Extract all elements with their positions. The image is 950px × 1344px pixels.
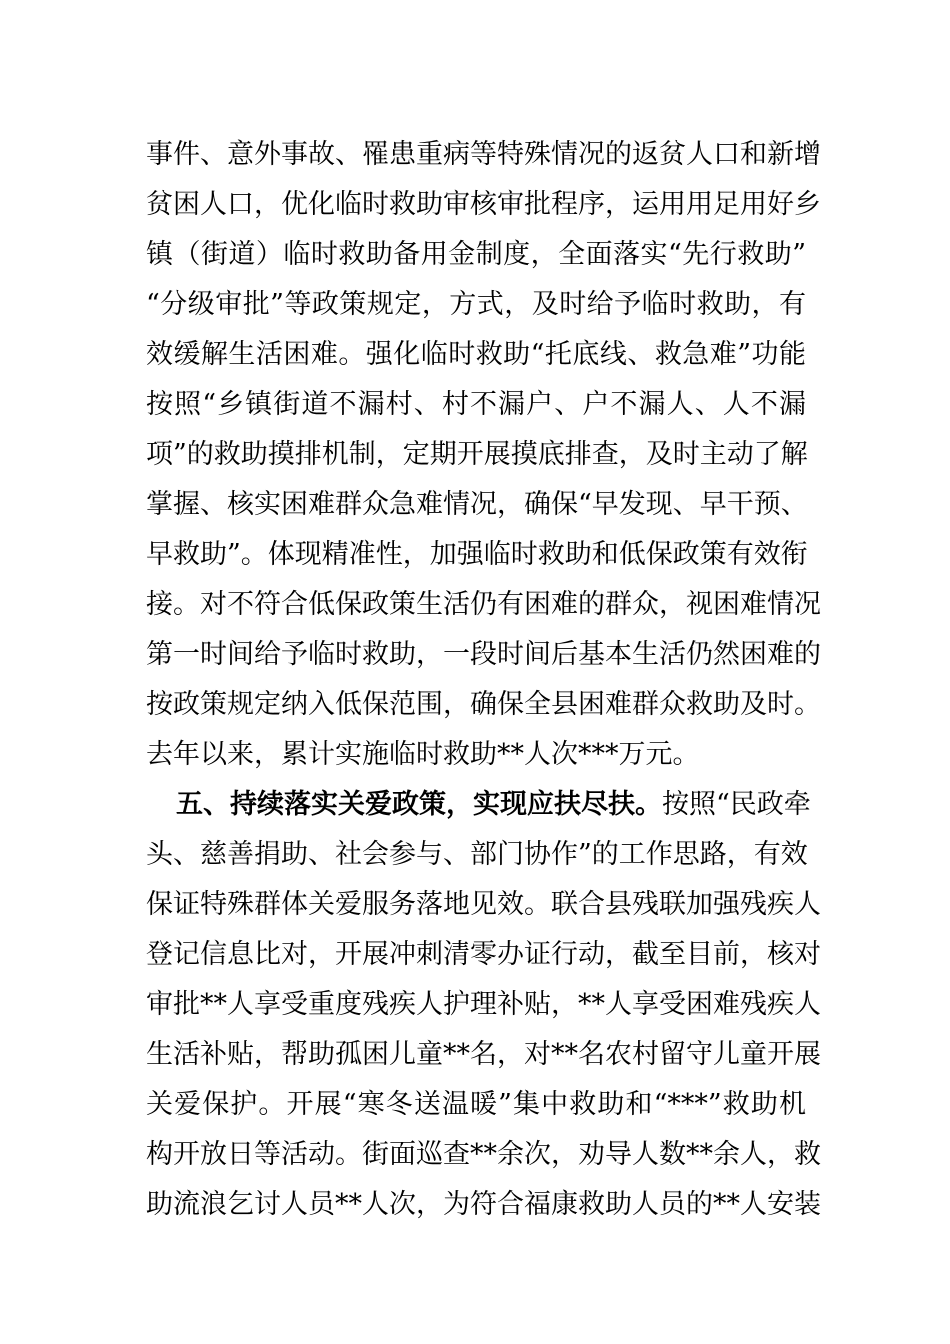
- section-5-first-line: [176, 788, 811, 822]
- paragraph-line: 助流浪乞讨人员**人次，为符合福康救助人员的**人安装: [146, 1189, 821, 1220]
- paragraph-line: 头、慈善捐助、社会参与、部门协作”的工作思路，有效: [146, 839, 808, 870]
- paragraph-line: 构开放日等活动。街面巡查**余次，劝导人数**余人，救: [146, 1139, 821, 1170]
- section-5-first-line-text: 按照“民政牵: [662, 789, 811, 820]
- paragraph-line: 审批**人享受重度残疾人护理补贴，**人享受困难残疾人: [146, 989, 821, 1020]
- paragraph-line: 登记信息比对，开展冲刺清零办证行动，截至目前，核对: [146, 939, 821, 970]
- paragraph-line: 保证特殊群体关爱服务落地见效。联合县残联加强残疾人: [146, 889, 821, 920]
- paragraph-line: 按照“乡镇街道不漏村、村不漏户、户不漏人、人不漏: [146, 389, 806, 420]
- paragraph-line: 接。对不符合低保政策生活仍有困难的群众，视困难情况: [146, 589, 821, 620]
- paragraph-line: 按政策规定纳入低保范围，确保全县困难群众救助及时。: [146, 689, 821, 720]
- paragraph-line: 掌握、核实困难群众急难情况，确保“早发现、早干预、: [146, 489, 808, 520]
- paragraph-line: 事件、意外事故、罹患重病等特殊情况的返贫人口和新增: [146, 139, 821, 170]
- paragraph-line: “分级审批”等政策规定，方式，及时给予临时救助，有: [146, 289, 806, 320]
- paragraph-line: 项”的救助摸排机制，定期开展摸底排查，及时主动了解: [146, 439, 808, 470]
- paragraph-line: 关爱保护。开展“寒冬送温暖”集中救助和“***”救助机: [146, 1089, 806, 1120]
- paragraph-line: 早救助”。体现精准性，加强临时救助和低保政策有效衔: [146, 539, 808, 570]
- paragraph-line: 去年以来，累计实施临时救助**人次***万元。: [146, 739, 700, 770]
- paragraph-line: 第一时间给予临时救助，一段时间后基本生活仍然困难的: [146, 639, 821, 670]
- paragraph-line: 生活补贴，帮助孤困儿童**名，对**名农村留守儿童开展: [146, 1039, 821, 1070]
- paragraph-line: 镇（街道）临时救助备用金制度，全面落实“先行救助”: [146, 239, 806, 270]
- paragraph-line: 效缓解生活困难。强化临时救助“托底线、救急难”功能: [146, 339, 806, 370]
- section-5-heading: 五、持续落实关爱政策，实现应扶尽扶。: [176, 789, 662, 820]
- paragraph-line: 贫困人口，优化临时救助审核审批程序，运用用足用好乡: [146, 189, 821, 220]
